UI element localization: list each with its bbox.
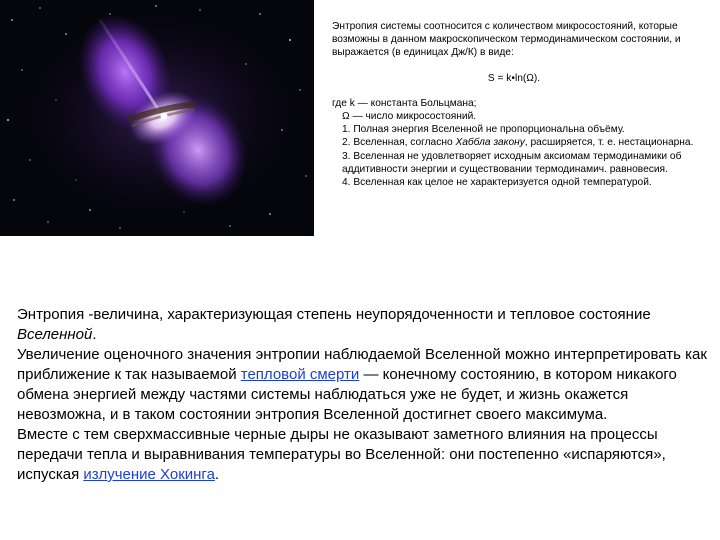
boltzmann-formula: S = k•ln(Ω). bbox=[487, 72, 541, 84]
galaxy-image bbox=[0, 0, 314, 236]
p1-end: . bbox=[92, 326, 97, 343]
list-item-2-end: , расширяется, т. е. нестационарна. bbox=[524, 137, 694, 149]
p2-end: — конечному состоянию, в котором никакого обмена энергией между частями системы наблюдаться уже не будет, и жизнь окажется невозможна, и в таком состоянии энтропия Вселенной достигнет своего максимума. bbox=[17, 366, 677, 423]
list-item-1: 1. Полная энергия Вселенной не пропорциональна объёму. bbox=[342, 124, 625, 136]
main-paragraphs bbox=[17, 305, 707, 485]
paragraph-entropy-definition bbox=[17, 305, 707, 345]
hawking-radiation-link[interactable]: излучение Хокинга bbox=[83, 466, 215, 483]
where-omega-text: Ω — число микросостояний. bbox=[342, 111, 477, 123]
hubble-law-term: Хабблa закону bbox=[455, 137, 525, 149]
universe-term: Вселенной bbox=[17, 326, 93, 343]
p3-start: Вместе с тем сверхмассивные черные дыры не оказывают заметного влияния на процессы передачи тепла и выравнивания температуры во Вселенной: они постепенно «испаряются», испуская bbox=[17, 426, 666, 483]
heat-death-link[interactable]: тепловой смерти bbox=[240, 366, 360, 383]
galaxy-illustration bbox=[0, 0, 314, 236]
list-item-2 bbox=[332, 136, 710, 149]
paragraph-black-holes bbox=[17, 425, 707, 485]
entropy-intro-text: Энтропия системы соотносится с количеством микросостояний, которые возможны в данном макроскопическом термодинамическом состоянии, и выражается (в единицах Дж/К) в виде: bbox=[332, 21, 681, 59]
list-item-4: 4. Вселенная как целое не характеризуется одной температурой. bbox=[342, 177, 652, 189]
p2-start: Увеличение оценочного значения энтропии наблюдаемой Вселенной можно интерпретировать как приближение к так называемой bbox=[17, 346, 707, 383]
list-item-2-start: 2. Вселенная, согласно bbox=[342, 137, 456, 149]
p3-end: . bbox=[214, 466, 220, 483]
paragraph-heat-death bbox=[17, 345, 707, 425]
where-k-text: где k — константа Больцмана; bbox=[332, 97, 477, 109]
entropy-definition-block bbox=[332, 20, 710, 189]
p1-start: Энтропия -величина, характеризующая степень неупорядоченности и тепловое состояние bbox=[17, 306, 651, 323]
list-item-3: 3. Вселенная не удовлетворяет исходным аксиомам термодинамики об аддитивности энергии и существовании термодинамич. равновесия. bbox=[342, 150, 682, 175]
